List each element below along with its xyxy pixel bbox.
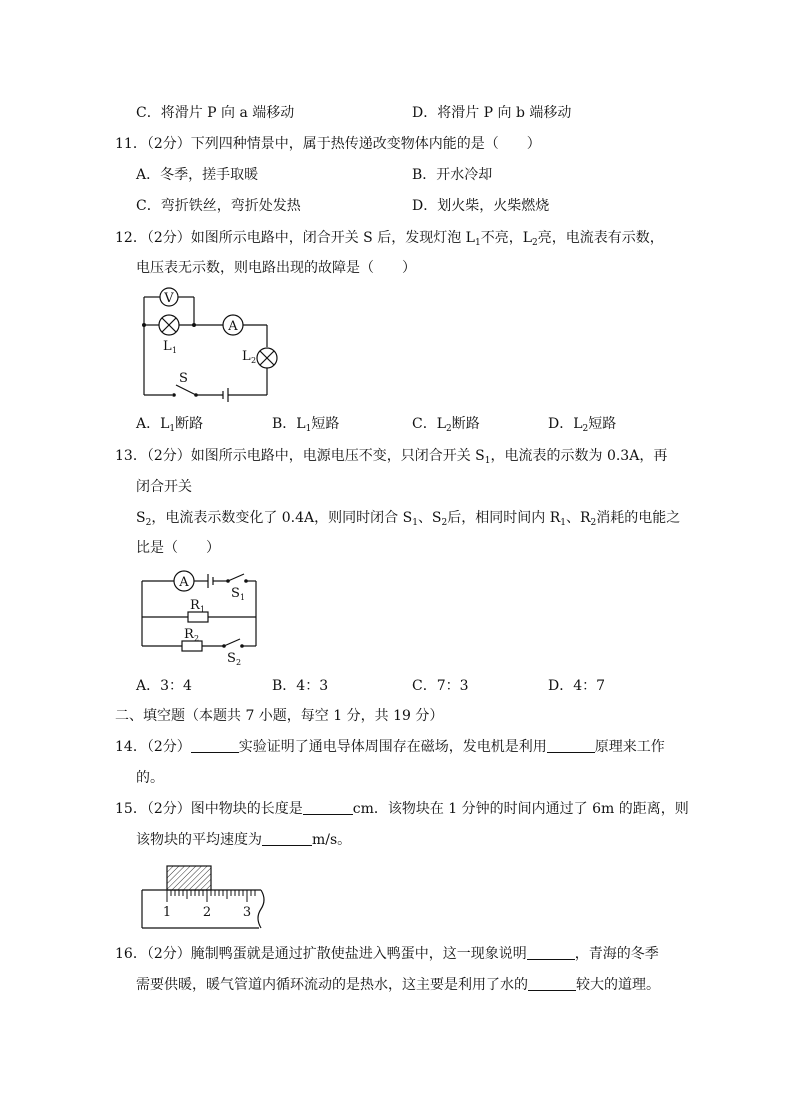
q13-circuit-diagram <box>136 564 266 669</box>
svg-text:1: 1 <box>240 593 246 602</box>
svg-text:2: 2 <box>236 658 242 667</box>
resistor-r1-label: R <box>190 598 200 613</box>
q10-option-c: C．将滑片 P 向 a 端移动 <box>136 105 295 121</box>
q10-option-d: D．将滑片 P 向 b 端移动 <box>412 105 572 121</box>
switch-s2-label: S <box>227 651 236 666</box>
ruler-label-2: 2 <box>202 905 212 920</box>
q12-circuit-diagram <box>136 282 286 407</box>
q13-stem-line1: 13．（2分）如图所示电路中，电源电压不变，只闭合开关 $S_1$，电流表的示数为 0.3A，再 <box>115 448 668 466</box>
q14-stem-line2: 的。 <box>136 770 164 786</box>
resistor-r2-label: R <box>184 627 194 642</box>
switch-label: S <box>179 371 188 386</box>
q12-option-b: B．$L_1$短路 <box>272 416 340 434</box>
q11-option-d: D．划火柴，火柴燃烧 <box>412 198 550 214</box>
q15-stem-line1: 15．（2分）图中物块的长度是 cm．该物块在 1 分钟的时间内通过了 6m 的距离，则 <box>115 801 689 817</box>
q11-option-b: B．开水冷却 <box>412 167 493 183</box>
q13-option-d: D．4：7 <box>548 678 606 694</box>
svg-text:2: 2 <box>194 634 200 643</box>
q13-option-a: A．3：4 <box>136 678 192 694</box>
section-title: 二、填空题（本题共 7 小题，每空 1 分，共 19 分） <box>115 708 444 724</box>
q14-stem-line1: 14．（2分） 实验证明了通电导体周围存在磁场，发电机是利用 原理来工作 <box>115 739 665 755</box>
q12-option-d: D．$L_2$短路 <box>548 416 617 434</box>
ammeter-label: A <box>179 575 189 590</box>
q15-ruler-diagram <box>141 864 269 930</box>
block-icon <box>167 866 211 890</box>
q12-stem-line2: 电压表无示数，则电路出现的故障是（ ） <box>136 260 416 276</box>
ammeter-label: A <box>228 319 238 334</box>
q12-stem-line1: 12．（2分）如图所示电路中，闭合开关 S 后，发现灯泡 $L_1$不亮，$L_2$亮，电流表有示数， <box>115 230 664 248</box>
ruler-ticks <box>167 890 255 902</box>
switch-s1-icon <box>228 574 244 581</box>
q16-stem-line1: 16．（2分）腌制鸭蛋就是通过扩散使盐进入鸭蛋中，这一现象说明 ，青海的冬季 <box>115 946 659 962</box>
svg-text:1: 1 <box>172 346 178 355</box>
switch-s1-label: S <box>231 586 240 601</box>
lamp-l2-label: L <box>242 349 251 364</box>
switch-s2-icon <box>224 639 240 646</box>
svg-text:1: 1 <box>200 605 206 614</box>
q12-option-a: A．$L_1$断路 <box>136 416 204 434</box>
q12-option-c: C．$L_2$断路 <box>412 416 480 434</box>
q13-option-b: B．4：3 <box>272 678 329 694</box>
q11-stem: 11．（2分）下列四种情景中，属于热传递改变物体内能的是（ ） <box>115 136 541 152</box>
q13-stem-line4: 比是（ ） <box>136 540 220 556</box>
svg-text:2: 2 <box>251 356 257 365</box>
q16-stem-line2: 需要供暖，暖气管道内循环流动的是热水，这主要是利用了水的 较大的道理。 <box>136 977 660 993</box>
q15-stem-line2: 该物块的平均速度为 m/s。 <box>136 832 352 848</box>
lamp-l1-label: L <box>163 339 172 354</box>
q11-option-c: C．弯折铁丝，弯折处发热 <box>136 198 301 214</box>
q11-option-a: A．冬季，搓手取暖 <box>136 167 259 183</box>
switch-icon <box>176 385 196 395</box>
q13-stem-line2: 闭合开关 <box>136 479 192 495</box>
q13-option-c: C．7：3 <box>412 678 469 694</box>
q13-stem-line3: $S_2$，电流表示数变化了 0.4A，则同时闭合 $S_1$、$S_2$后，相同时间内 $R_1$、$R_2$消耗的电能之 <box>136 510 681 528</box>
ruler-label-3: 3 <box>242 905 252 920</box>
voltmeter-label: V <box>164 291 174 306</box>
ruler-label-1: 1 <box>162 905 172 920</box>
